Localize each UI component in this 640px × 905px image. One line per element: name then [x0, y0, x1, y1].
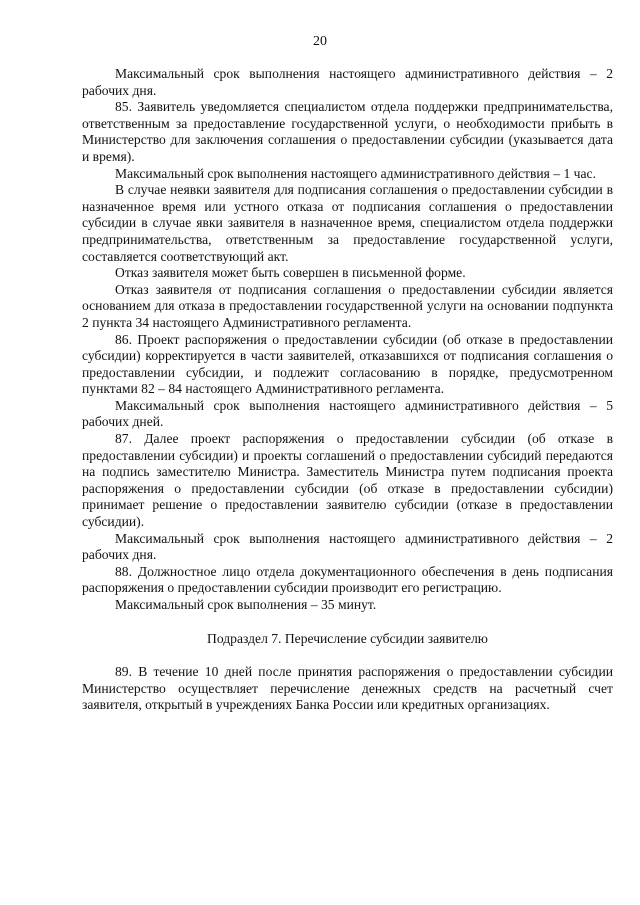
paragraph: Отказ заявителя может быть совершен в письменной форме. — [115, 265, 466, 281]
section-heading: Подраздел 7. Перечисление субсидии заявителю — [207, 630, 488, 646]
paragraph: Максимальный срок выполнения настоящего административного действия – 5 рабочих дней. — [82, 397, 613, 430]
paragraph: Отказ заявителя от подписания соглашения о предоставлении субсидии является основанием для отказа в предоставлении государственной услуги на основании подпункта 2 пункта 34 настоящего Административного регламента. — [82, 281, 613, 330]
paragraph: 86. Проект распоряжения о предоставлении субсидии (об отказе в предоставлении субсидии) корректируется в части заявителей, отказавшихся от подписания соглашения о предоставлении субсидии, и подлежит согласованию в порядке, предусмотренном пунктами 82 – 84 настоящего Административного регламента. — [82, 331, 613, 397]
paragraph: Максимальный срок выполнения настоящего административного действия – 2 рабочих дня. — [82, 66, 613, 98]
document-body — [82, 66, 613, 714]
paragraph: 87. Далее проект распоряжения о предоставлении субсидии (об отказе в предоставлении субсидии) и проекты соглашений о предоставлении субсидий передаются на подпись заместителю Министра. Заместитель Министра путем подписания проекта распоряжения о предоставлении субсидии (об отказе в предоставлении субсидии) принимает решение о предоставлении заявителю субсидии (отказе в предоставлении субсидии). — [82, 431, 613, 530]
paragraph: Максимальный срок выполнения настоящего административного действия – 2 рабочих дня. — [82, 530, 613, 563]
paragraph: Максимальный срок выполнения настоящего административного действия – 1 час. — [115, 165, 596, 181]
paragraph: В случае неявки заявителя для подписания соглашения о предоставлении субсидии в назначенное время или устного отказа от подписания соглашения о предоставлении субсидии в случае явки заявителя в назначенное время, специалистом отдела поддержки предпринимательства, ответственным за предоставление государственной услуги, составляется соответствующий акт. — [82, 182, 613, 264]
paragraph: 88. Должностное лицо отдела документационного обеспечения в день подписания распоряжения о предоставлении субсидии производит его регистрацию. — [82, 563, 613, 596]
paragraph: 89. В течение 10 дней после принятия распоряжения о предоставлении субсидии Министерство осуществляет перечисление денежных средств на расчетный счет заявителя, открытый в учреждениях Банка России или кредитных организациях. — [82, 664, 613, 713]
page-number: 20 — [313, 34, 327, 49]
paragraph: 85. Заявитель уведомляется специалистом отдела поддержки предпринимательства, ответственным за предоставление государственной услуги, о необходимости прибыть в Министерство для заключения соглашения о предоставлении субсидии (указывается дата и время). — [82, 99, 613, 164]
paragraph: Максимальный срок выполнения – 35 минут. — [115, 597, 377, 612]
